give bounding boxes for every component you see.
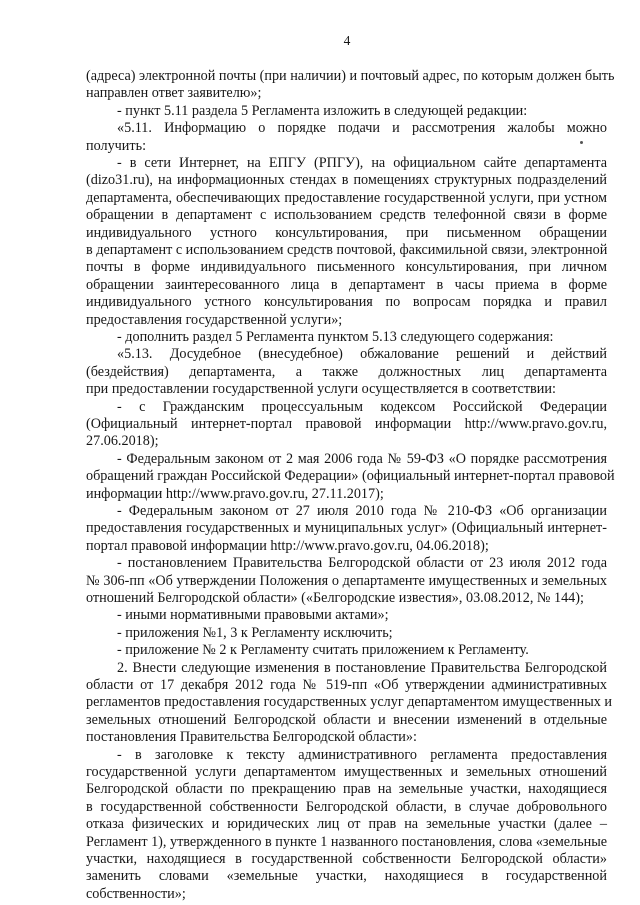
text-line: индивидуального устного консультирования, при письменном обращении	[86, 224, 607, 241]
text-line: в государственной собственности Белгородской области, в случае добровольного	[86, 798, 607, 815]
text-line: области от 17 декабря 2012 года № 519-пп «Об утверждении административных	[86, 677, 607, 693]
text-line: отношений Белгородской области» («Белгородские известия», 03.08.2012, № 144);	[86, 590, 584, 606]
page-number: 4	[343, 33, 351, 48]
text-line: Белгородской области по прекращению прав на земельные участки, находящиеся	[86, 781, 607, 798]
text-line: (бездействия) департамента, а также должностных лиц департамента	[86, 363, 607, 380]
text-line: (Официальный интернет-портал правовой информации http://www.pravo.gov.ru,	[86, 416, 607, 432]
text-line: участки, находящиеся в государственной собственности Белгородской области»	[86, 851, 607, 867]
text-line: постановления Правительства Белгородской области»:	[86, 729, 417, 746]
text-line: - Федеральным законом от 27 июля 2010 года № 210-ФЗ «Об организации	[117, 503, 607, 519]
text-line: предоставления государственной услуги»;	[86, 311, 343, 328]
text-line: Регламент 1), утвержденного в пункте 1 названного постановления, слова «земельные	[86, 833, 608, 850]
text-line: получить:	[86, 137, 147, 154]
text-line: почты в форме индивидуального письменного консультирования, при личном	[86, 259, 607, 276]
text-line: обращении в департамент с использованием средств телефонной связи в форме	[86, 207, 607, 224]
text-line: - постановлением Правительства Белгородской области от 23 июля 2012 года	[117, 555, 607, 572]
text-line: 2. Внести следующие изменения в постановление Правительства Белгородской	[117, 659, 607, 676]
text-line: индивидуального устного консультирования по вопросам порядка и правил	[86, 294, 607, 311]
text-line: информации http://www.pravo.gov.ru, 27.11.2017);	[86, 485, 384, 502]
text-line: - иными нормативными правовыми актами»;	[117, 607, 389, 624]
text-line: заменить словами «земельные участки, находящиеся в государственной	[86, 868, 607, 885]
text-line: - пункт 5.11 раздела 5 Регламента изложить в следующей редакции:	[117, 102, 528, 119]
text-line: 27.06.2018);	[86, 433, 159, 450]
text-line: предоставления государственных и муниципальных услуг» (Официальный интернет-	[86, 520, 607, 537]
text-line: департамента, обеспечивающих предоставление государственной услуги, при устном	[86, 189, 607, 206]
text-line: собственности»;	[86, 885, 186, 902]
text-line: при предоставлении государственной услуги осуществляется в соответствии:	[86, 381, 556, 398]
text-line: обращений граждан Российской Федерации» (официальный интернет-портал правовой	[86, 468, 615, 485]
text-line: - в сети Интернет, на ЕПГУ (РПГУ), на официальном сайте департамента	[117, 155, 607, 171]
text-line: государственной услуги департаментом имущественных и земельных отношений	[86, 764, 607, 780]
text-line: регламентов предоставления государственных услуг департаментом имущественных и	[86, 694, 613, 711]
text-line: - с Гражданским процессуальным кодексом Российской Федерации	[117, 398, 607, 415]
text-line: - дополнить раздел 5 Регламента пунктом 5.13 следующего содержания:	[117, 329, 554, 345]
text-line: обращении заинтересованного лица в департамент в часы приема в форме	[86, 276, 607, 293]
text-line: «5.13. Досудебное (внесудебное) обжалование решений и действий	[117, 346, 607, 363]
text-line: (адреса) электронной почты (при наличии) и почтовый адрес, по которым должен быть	[86, 68, 615, 84]
text-line: - Федеральным законом от 2 мая 2006 года № 59-ФЗ «О порядке рассмотрения	[117, 450, 607, 467]
text-line: - приложение № 2 к Регламенту считать приложением к Регламенту.	[117, 642, 529, 659]
text-line: - в заголовке к тексту административного регламента предоставления	[117, 746, 607, 763]
scan-speck	[580, 141, 583, 144]
text-line: (dizo31.ru), на информационных стендах в помещениях структурных подразделений	[86, 172, 607, 189]
text-line: земельных отношений Белгородской области и внесении изменений в отдельные	[86, 711, 607, 728]
text-line: отказа физических и юридических лиц от прав на земельные участки (далее –	[86, 816, 607, 833]
text-line: - приложения №1, 3 к Регламенту исключить;	[117, 624, 393, 641]
text-line: направлен ответ заявителю»;	[86, 85, 262, 102]
text-line: портал правовой информации http://www.pravo.gov.ru, 04.06.2018);	[86, 537, 489, 554]
text-line: в департамент с использованием средств почтовой, факсимильной связи, электронной	[86, 242, 608, 258]
text-line: № 306-пп «Об утверждении Положения о департаменте имущественных и земельных	[86, 572, 607, 589]
text-line: «5.11. Информацию о порядке подачи и рассмотрения жалобы можно	[117, 120, 607, 137]
